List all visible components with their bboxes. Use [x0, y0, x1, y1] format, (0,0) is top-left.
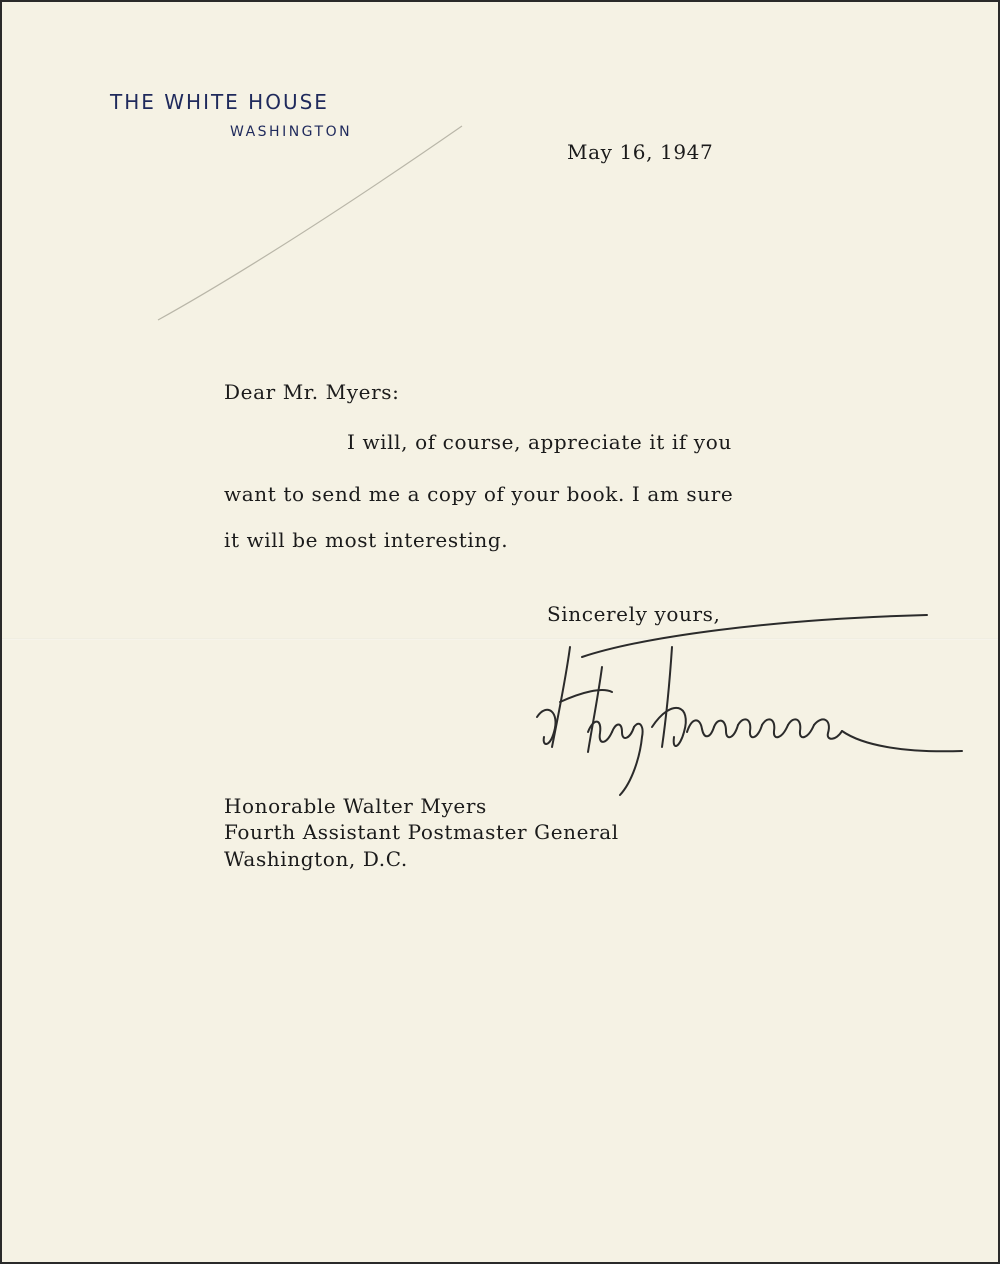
letter-date: May 16, 1947	[567, 140, 714, 164]
salutation: Dear Mr. Myers:	[224, 380, 400, 404]
closing: Sincerely yours,	[547, 602, 721, 626]
handwritten-signature	[522, 607, 972, 807]
letterhead-title: THE WHITE HOUSE	[110, 90, 329, 114]
recipient-title: Fourth Assistant Postmaster General	[224, 820, 619, 844]
pencil-stray-mark	[152, 120, 472, 330]
body-line: want to send me a copy of your book. I am sure	[224, 482, 734, 506]
body-line: it will be most interesting.	[224, 528, 509, 552]
recipient-name: Honorable Walter Myers	[224, 794, 487, 818]
letterhead-subtitle: WASHINGTON	[230, 124, 353, 140]
body-line: I will, of course, appreciate it if you	[347, 430, 732, 454]
recipient-city: Washington, D.C.	[224, 847, 408, 871]
